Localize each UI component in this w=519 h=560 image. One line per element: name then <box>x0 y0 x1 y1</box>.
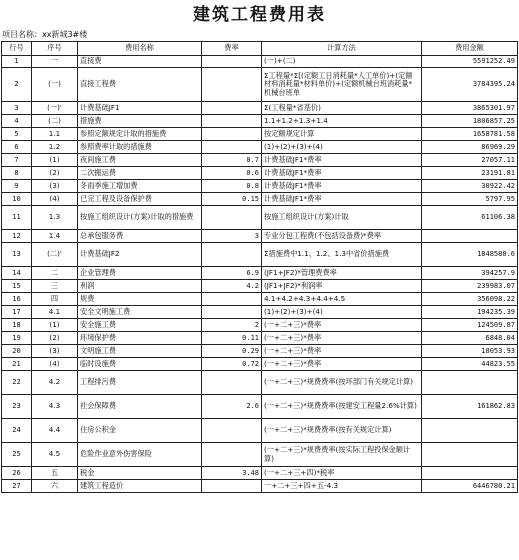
row-number-cell: 4 <box>2 115 32 128</box>
method-cell: 一+二+三+四+五-4.3 <box>262 480 422 493</box>
table-row <box>2 480 518 493</box>
cost-name-cell: 按施工组织设计(方案)计取的措施费 <box>78 206 202 230</box>
amount-cell: 1806857.25 <box>422 115 518 128</box>
sequence-cell: (4) <box>32 193 78 206</box>
cost-name-cell: 计费基础JF1 <box>78 102 202 115</box>
table-row <box>2 154 518 167</box>
table-row <box>2 358 518 371</box>
row-number-cell: 10 <box>2 193 32 206</box>
method-cell: (一+二+三)*规费费率(按有关规定计算) <box>262 419 422 443</box>
rate-cell: 0.15 <box>202 193 262 206</box>
amount-cell: 1658781.58 <box>422 128 518 141</box>
row-number-cell: 21 <box>2 358 32 371</box>
table-row <box>2 115 518 128</box>
cost-name-cell: 规费 <box>78 293 202 306</box>
rate-cell: 0.11 <box>202 332 262 345</box>
row-number-cell: 12 <box>2 230 32 243</box>
amount-cell: 161862.83 <box>422 395 518 419</box>
amount-cell: 5591252.49 <box>422 56 518 68</box>
column-header-row-number: 行号 <box>2 42 32 56</box>
method-cell: (一+二+三)*费率 <box>262 319 422 332</box>
amount-cell: 30922.42 <box>422 180 518 193</box>
method-cell: (1)+(2)+(3)+(4) <box>262 141 422 154</box>
cost-name-cell: 住房公积金 <box>78 419 202 443</box>
rate-cell <box>202 115 262 128</box>
rate-cell: 2 <box>202 319 262 332</box>
cost-name-cell: 二次搬运费 <box>78 167 202 180</box>
sequence-cell: (2) <box>32 332 78 345</box>
row-number-cell: 20 <box>2 345 32 358</box>
cost-name-cell: 已完工程及设备保护费 <box>78 193 202 206</box>
table-row <box>2 68 518 102</box>
sequence-cell: 4.2 <box>32 371 78 395</box>
row-number-cell: 11 <box>2 206 32 230</box>
row-number-cell: 25 <box>2 443 32 467</box>
cost-name-cell: 冬雨季施工增加费 <box>78 180 202 193</box>
method-cell: (一+二+三)*费率 <box>262 358 422 371</box>
table-row <box>2 306 518 319</box>
row-number-cell: 27 <box>2 480 32 493</box>
rate-cell <box>202 243 262 267</box>
method-cell: 按施工组织设计(方案)计取 <box>262 206 422 230</box>
row-number-cell: 9 <box>2 180 32 193</box>
table-row <box>2 280 518 293</box>
cost-name-cell: 危险作业意外伤害保险 <box>78 443 202 467</box>
rate-cell <box>202 141 262 154</box>
column-header-sequence: 序号 <box>32 42 78 56</box>
sequence-cell: (1) <box>32 154 78 167</box>
method-cell: (一+二+三)*费率 <box>262 332 422 345</box>
table-body <box>2 56 518 493</box>
sequence-cell: 4.1 <box>32 306 78 319</box>
cost-name-cell: 建筑工程造价 <box>78 480 202 493</box>
method-cell: (1)+(2)+(3)+(4) <box>262 306 422 319</box>
table-row <box>2 395 518 419</box>
table-row <box>2 230 518 243</box>
sequence-cell: 一 <box>32 56 78 68</box>
sequence-cell: 1.2 <box>32 141 78 154</box>
sequence-cell: (一)' <box>32 102 78 115</box>
method-cell: (一+二+三)*规费费率(按环部门有关规定计算) <box>262 371 422 395</box>
row-number-cell: 7 <box>2 154 32 167</box>
rate-cell <box>202 480 262 493</box>
sequence-cell: 4.4 <box>32 419 78 443</box>
row-number-cell: 8 <box>2 167 32 180</box>
sequence-cell: (一) <box>32 68 78 102</box>
sequence-cell: 4.5 <box>32 443 78 467</box>
row-number-cell: 18 <box>2 319 32 332</box>
method-cell: 按定额规定计算 <box>262 128 422 141</box>
table-row <box>2 206 518 230</box>
cost-name-cell: 工程排污费 <box>78 371 202 395</box>
amount-cell: 356098.22 <box>422 293 518 306</box>
sequence-cell: 五 <box>32 467 78 480</box>
amount-cell: 86969.29 <box>422 141 518 154</box>
cost-name-cell: 社会保障费 <box>78 395 202 419</box>
row-number-cell: 5 <box>2 128 32 141</box>
amount-cell: 6446780.21 <box>422 480 518 493</box>
row-number-cell: 23 <box>2 395 32 419</box>
amount-cell <box>422 467 518 480</box>
row-number-cell: 13 <box>2 243 32 267</box>
rate-cell <box>202 371 262 395</box>
column-header-rate: 费率 <box>202 42 262 56</box>
table-row <box>2 102 518 115</box>
row-number-cell: 2 <box>2 68 32 102</box>
row-number-cell: 15 <box>2 280 32 293</box>
rate-cell: 2.6 <box>202 395 262 419</box>
table-row <box>2 371 518 395</box>
sequence-cell: 1.4 <box>32 230 78 243</box>
rate-cell <box>202 419 262 443</box>
sequence-cell: 四 <box>32 293 78 306</box>
table-header-row <box>2 42 518 56</box>
table-row <box>2 467 518 480</box>
sequence-cell: 六 <box>32 480 78 493</box>
rate-cell <box>202 206 262 230</box>
page-title: 建筑工程费用表 <box>193 5 326 25</box>
rate-cell <box>202 293 262 306</box>
sequence-cell: 1.1 <box>32 128 78 141</box>
rate-cell: 4.2 <box>202 280 262 293</box>
sequence-cell: (二) <box>32 115 78 128</box>
cost-name-cell: 直接费 <box>78 56 202 68</box>
method-cell: 计费基础JF1*费率 <box>262 167 422 180</box>
sequence-cell: 1.3 <box>32 206 78 230</box>
table-row <box>2 141 518 154</box>
amount-cell: 239983.07 <box>422 280 518 293</box>
method-cell: 计费基础JF1*费率 <box>262 193 422 206</box>
method-cell: (一)+(二) <box>262 56 422 68</box>
sequence-cell: 4.3 <box>32 395 78 419</box>
cost-name-cell: 总承包服务费 <box>78 230 202 243</box>
method-cell: 计费基础JF1*费率 <box>262 154 422 167</box>
row-number-cell: 22 <box>2 371 32 395</box>
sequence-cell: (1) <box>32 319 78 332</box>
sequence-cell: 二 <box>32 267 78 280</box>
cost-table <box>1 41 518 493</box>
sequence-cell: (2) <box>32 167 78 180</box>
method-cell: 专业分包工程费(不包括设备费)*费率 <box>262 230 422 243</box>
table-row <box>2 345 518 358</box>
rate-cell <box>202 306 262 319</box>
cost-name-cell: 夜间施工费 <box>78 154 202 167</box>
method-cell: (一+二+三)*规费费率(按实际工程投保金额计算) <box>262 443 422 467</box>
amount-cell: 124509.87 <box>422 319 518 332</box>
table-row <box>2 180 518 193</box>
sequence-cell: (3) <box>32 180 78 193</box>
amount-cell: 44823.55 <box>422 358 518 371</box>
amount-cell <box>422 371 518 395</box>
row-number-cell: 17 <box>2 306 32 319</box>
column-header-method: 计算方法 <box>262 42 422 56</box>
table-row <box>2 267 518 280</box>
cost-name-cell: 参照费率计取的措施费 <box>78 141 202 154</box>
method-cell: (一+二+三)*费率 <box>262 345 422 358</box>
table-row <box>2 167 518 180</box>
method-cell: (一+二+三+四)*税率 <box>262 467 422 480</box>
rate-cell <box>202 443 262 467</box>
amount-cell: 61106.38 <box>422 206 518 230</box>
method-cell: (一+二+三)*规费费率(按建安工程量2.6%计算) <box>262 395 422 419</box>
rate-cell: 0.6 <box>202 167 262 180</box>
amount-cell: 27057.11 <box>422 154 518 167</box>
row-number-cell: 1 <box>2 56 32 68</box>
table-row <box>2 56 518 68</box>
cost-name-cell: 计费基础JF2 <box>78 243 202 267</box>
rate-cell: 0.7 <box>202 154 262 167</box>
rate-cell: 0.72 <box>202 358 262 371</box>
table-row <box>2 319 518 332</box>
method-cell: Σ措施费中1.1、1.2、1.3中省价措施费 <box>262 243 422 267</box>
method-cell: (JF1+JF2)*利润率 <box>262 280 422 293</box>
amount-cell: 394257.9 <box>422 267 518 280</box>
sequence-cell: (3) <box>32 345 78 358</box>
cost-name-cell: 参照定额规定计取的措施费 <box>78 128 202 141</box>
amount-cell: 18053.93 <box>422 345 518 358</box>
sequence-cell: (4) <box>32 358 78 371</box>
rate-cell: 3 <box>202 230 262 243</box>
method-cell: 4.1+4.2+4.3+4.4+4.5 <box>262 293 422 306</box>
column-header-cost-name: 费用名称 <box>78 42 202 56</box>
amount-cell: 5797.95 <box>422 193 518 206</box>
amount-cell: 3784395.24 <box>422 68 518 102</box>
cost-name-cell: 措施费 <box>78 115 202 128</box>
cost-name-cell: 临时设施费 <box>78 358 202 371</box>
project-name: 项目名称：xx新城3#楼 <box>2 30 88 39</box>
rate-cell <box>202 68 262 102</box>
rate-cell: 0.29 <box>202 345 262 358</box>
method-cell: Σ工程量*Σ[(定额工日消耗量*人工单价)+(定额材料消耗量*材料单价)+(定额机械台班消耗量*机械台班单 <box>262 68 422 102</box>
amount-cell <box>422 230 518 243</box>
amount-cell <box>422 443 518 467</box>
row-number-cell: 24 <box>2 419 32 443</box>
column-header-amount: 费用金额 <box>422 42 518 56</box>
table-row <box>2 128 518 141</box>
method-cell: 1.1+1.2+1.3+1.4 <box>262 115 422 128</box>
amount-cell: 6848.04 <box>422 332 518 345</box>
table-row <box>2 293 518 306</box>
row-number-cell: 16 <box>2 293 32 306</box>
cost-name-cell: 安全施工费 <box>78 319 202 332</box>
amount-cell: 194235.39 <box>422 306 518 319</box>
table-row <box>2 193 518 206</box>
rate-cell: 6.9 <box>202 267 262 280</box>
cost-name-cell: 利润 <box>78 280 202 293</box>
sequence-cell: (二)' <box>32 243 78 267</box>
row-number-cell: 6 <box>2 141 32 154</box>
table-row <box>2 243 518 267</box>
table-row <box>2 419 518 443</box>
amount-cell <box>422 419 518 443</box>
row-number-cell: 26 <box>2 467 32 480</box>
rate-cell: 3.48 <box>202 467 262 480</box>
amount-cell: 1848580.6 <box>422 243 518 267</box>
cost-name-cell: 直接工程费 <box>78 68 202 102</box>
amount-cell: 23191.81 <box>422 167 518 180</box>
table-row <box>2 443 518 467</box>
row-number-cell: 14 <box>2 267 32 280</box>
rate-cell: 0.8 <box>202 180 262 193</box>
method-cell: (JF1+JF2)*管理费费率 <box>262 267 422 280</box>
method-cell: 计费基础JF1*费率 <box>262 180 422 193</box>
cost-name-cell: 税金 <box>78 467 202 480</box>
row-number-cell: 19 <box>2 332 32 345</box>
cost-name-cell: 环境保护费 <box>78 332 202 345</box>
cost-name-cell: 企业管理费 <box>78 267 202 280</box>
row-number-cell: 3 <box>2 102 32 115</box>
cost-name-cell: 安全文明施工费 <box>78 306 202 319</box>
sequence-cell: 三 <box>32 280 78 293</box>
method-cell: Σ(工程量*省基价) <box>262 102 422 115</box>
rate-cell <box>202 128 262 141</box>
amount-cell: 3865301.97 <box>422 102 518 115</box>
cost-name-cell: 文明施工费 <box>78 345 202 358</box>
table-row <box>2 332 518 345</box>
rate-cell <box>202 102 262 115</box>
rate-cell <box>202 56 262 68</box>
